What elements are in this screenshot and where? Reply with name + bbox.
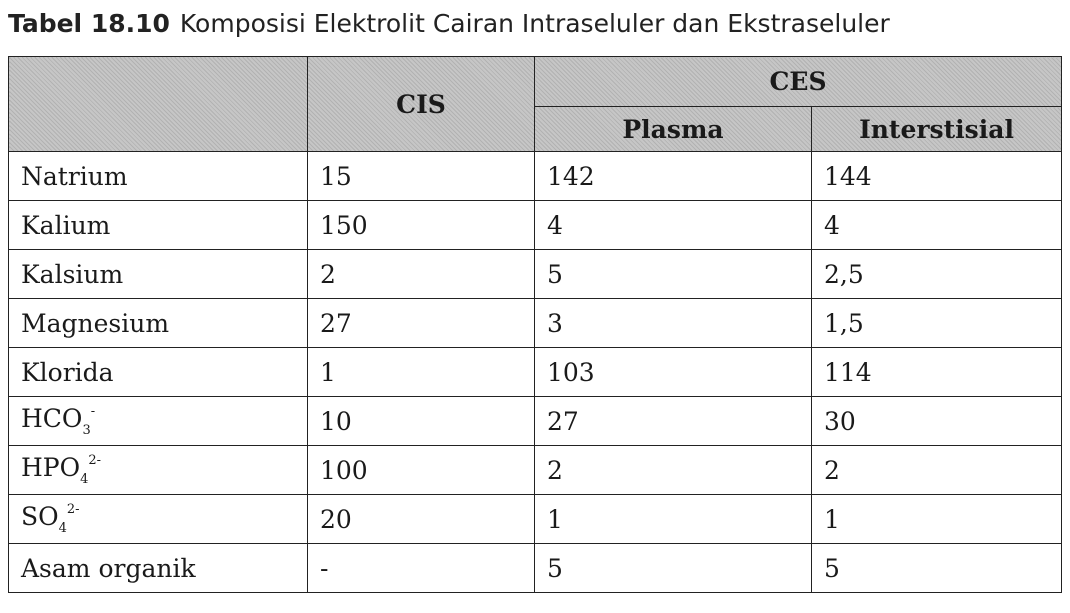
subscript: 3	[82, 423, 91, 438]
electrolyte-name: Magnesium	[21, 308, 170, 338]
interstisial-value: 114	[812, 348, 1062, 397]
row-label	[9, 446, 308, 495]
table-row	[9, 348, 1062, 397]
interstisial-value: 30	[812, 397, 1062, 446]
cis-value: 15	[308, 152, 535, 201]
plasma-value: 1	[535, 495, 812, 544]
row-label	[9, 495, 308, 544]
row-label	[9, 299, 308, 348]
plasma-value: 103	[535, 348, 812, 397]
interstisial-value: 1	[812, 495, 1062, 544]
row-label	[9, 201, 308, 250]
table-row	[9, 544, 1062, 593]
cis-value: 2	[308, 250, 535, 299]
electrolyte-name: Kalium	[21, 210, 111, 240]
table-row	[9, 250, 1062, 299]
table-caption	[8, 4, 890, 44]
cis-value: 100	[308, 446, 535, 495]
table-title: Komposisi Elektrolit Cairan Intraseluler dan Ekstraseluler	[179, 9, 890, 38]
cis-value: 1	[308, 348, 535, 397]
table-row	[9, 201, 1062, 250]
interstisial-value: 144	[812, 152, 1062, 201]
table-row	[9, 152, 1062, 201]
header-plasma: Plasma	[535, 107, 812, 152]
electrolyte-table	[8, 56, 1062, 593]
row-label	[9, 348, 308, 397]
header-interstisial: Interstisial	[812, 107, 1062, 152]
subscript: 4	[58, 521, 67, 536]
header-ces: CES	[535, 57, 1062, 107]
row-label	[9, 152, 308, 201]
electrolyte-name: Klorida	[21, 357, 114, 387]
plasma-value: 5	[535, 250, 812, 299]
table-row	[9, 446, 1062, 495]
plasma-value: 5	[535, 544, 812, 593]
subscript: 4	[80, 472, 89, 487]
interstisial-value: 5	[812, 544, 1062, 593]
superscript: -	[90, 404, 96, 419]
cis-value: 20	[308, 495, 535, 544]
header-cis: CIS	[308, 57, 535, 152]
interstisial-value: 2	[812, 446, 1062, 495]
electrolyte-name: Kalsium	[21, 259, 124, 289]
row-label	[9, 397, 308, 446]
electrolyte-name: SO	[21, 502, 59, 531]
table-row	[9, 397, 1062, 446]
interstisial-value: 1,5	[812, 299, 1062, 348]
cis-value: 27	[308, 299, 535, 348]
cis-value: 150	[308, 201, 535, 250]
electrolyte-name: Asam organik	[21, 553, 196, 583]
superscript: 2-	[88, 453, 102, 468]
interstisial-value: 2,5	[812, 250, 1062, 299]
table-row	[9, 299, 1062, 348]
header-corner-cell	[9, 57, 308, 152]
cis-value: -	[308, 544, 535, 593]
electrolyte-name: HCO	[21, 404, 83, 433]
row-label	[9, 250, 308, 299]
interstisial-value: 4	[812, 201, 1062, 250]
plasma-value: 2	[535, 446, 812, 495]
row-label	[9, 544, 308, 593]
plasma-value: 3	[535, 299, 812, 348]
plasma-value: 27	[535, 397, 812, 446]
plasma-value: 142	[535, 152, 812, 201]
table-row	[9, 495, 1062, 544]
table-number: Tabel 18.10	[8, 9, 170, 38]
electrolyte-name: HPO	[21, 453, 81, 482]
superscript: 2-	[66, 502, 80, 517]
cis-value: 10	[308, 397, 535, 446]
plasma-value: 4	[535, 201, 812, 250]
electrolyte-name: Natrium	[21, 161, 128, 191]
